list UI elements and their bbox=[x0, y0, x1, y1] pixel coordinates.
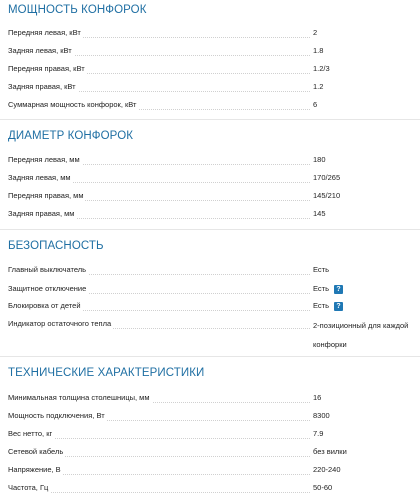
spec-value: 7.9 bbox=[313, 426, 323, 442]
spec-row bbox=[8, 61, 412, 77]
spec-label: Напряжение, В bbox=[8, 462, 63, 478]
spec-value: 2-позиционный для каждой конфорки bbox=[313, 316, 420, 354]
spec-row bbox=[8, 262, 412, 278]
spec-label: Передняя правая, кВт bbox=[8, 61, 87, 77]
spec-label: Мощность подключения, Вт bbox=[8, 408, 107, 424]
help-icon[interactable]: ? bbox=[334, 285, 343, 294]
spec-value: Есть bbox=[313, 262, 329, 278]
spec-label: Индикатор остаточного тепла bbox=[8, 316, 113, 332]
spec-label: Задняя левая, кВт bbox=[8, 43, 74, 59]
spec-row bbox=[8, 462, 412, 478]
section-title-diameter: ДИАМЕТР КОНФОРОК bbox=[8, 130, 134, 142]
spec-row bbox=[8, 281, 412, 297]
section-divider bbox=[0, 356, 420, 357]
section-title-power: МОЩНОСТЬ КОНФОРОК bbox=[8, 4, 147, 16]
section-title-safety: БЕЗОПАСНОСТЬ bbox=[8, 240, 104, 252]
spec-label: Главный выключатель bbox=[8, 262, 88, 278]
spec-row bbox=[8, 188, 412, 204]
spec-value: 1.2 bbox=[313, 79, 323, 95]
spec-value: 16 bbox=[313, 390, 321, 406]
spec-row bbox=[8, 152, 412, 168]
section-divider bbox=[0, 119, 420, 120]
spec-label: Задняя правая, мм bbox=[8, 206, 76, 222]
spec-value: 1.8 bbox=[313, 43, 323, 59]
spec-value: без вилки bbox=[313, 444, 347, 460]
spec-row bbox=[8, 426, 412, 442]
spec-row bbox=[8, 170, 412, 186]
spec-row bbox=[8, 43, 412, 59]
spec-value: 50-60 bbox=[313, 480, 332, 496]
spec-value: 170/265 bbox=[313, 170, 340, 186]
spec-row bbox=[8, 480, 412, 496]
spec-label: Передняя правая, мм bbox=[8, 188, 85, 204]
spec-row bbox=[8, 206, 412, 222]
spec-row bbox=[8, 97, 412, 113]
spec-label: Вес нетто, кг bbox=[8, 426, 54, 442]
spec-value: 1.2/3 bbox=[313, 61, 330, 77]
spec-value: 6 bbox=[313, 97, 317, 113]
spec-label: Передняя левая, мм bbox=[8, 152, 82, 168]
spec-label: Суммарная мощность конфорок, кВт bbox=[8, 97, 138, 113]
spec-value: 145/210 bbox=[313, 188, 340, 204]
spec-row bbox=[8, 316, 412, 349]
help-icon[interactable]: ? bbox=[334, 302, 343, 311]
spec-label: Защитное отключение bbox=[8, 281, 88, 297]
spec-label: Задняя правая, кВт bbox=[8, 79, 78, 95]
section-title-technical: ТЕХНИЧЕСКИЕ ХАРАКТЕРИСТИКИ bbox=[8, 367, 205, 379]
spec-value: 2 bbox=[313, 25, 317, 41]
spec-label: Минимальная толщина столешницы, мм bbox=[8, 390, 152, 406]
spec-row bbox=[8, 79, 412, 95]
spec-row bbox=[8, 25, 412, 41]
spec-value: Есть bbox=[313, 301, 330, 310]
spec-label: Блокировка от детей bbox=[8, 298, 83, 314]
spec-row bbox=[8, 444, 412, 460]
spec-label: Частота, Гц bbox=[8, 480, 50, 496]
spec-row bbox=[8, 408, 412, 424]
section-divider bbox=[0, 229, 420, 230]
spec-value: 145 bbox=[313, 206, 326, 222]
spec-value: 180 bbox=[313, 152, 326, 168]
spec-value: 8300 bbox=[313, 408, 330, 424]
spec-label: Задняя левая, мм bbox=[8, 170, 73, 186]
spec-value: Есть bbox=[313, 284, 330, 293]
spec-row bbox=[8, 298, 412, 314]
spec-label: Передняя левая, кВт bbox=[8, 25, 83, 41]
spec-value: 220-240 bbox=[313, 462, 341, 478]
spec-row bbox=[8, 390, 412, 406]
spec-label: Сетевой кабель bbox=[8, 444, 65, 460]
